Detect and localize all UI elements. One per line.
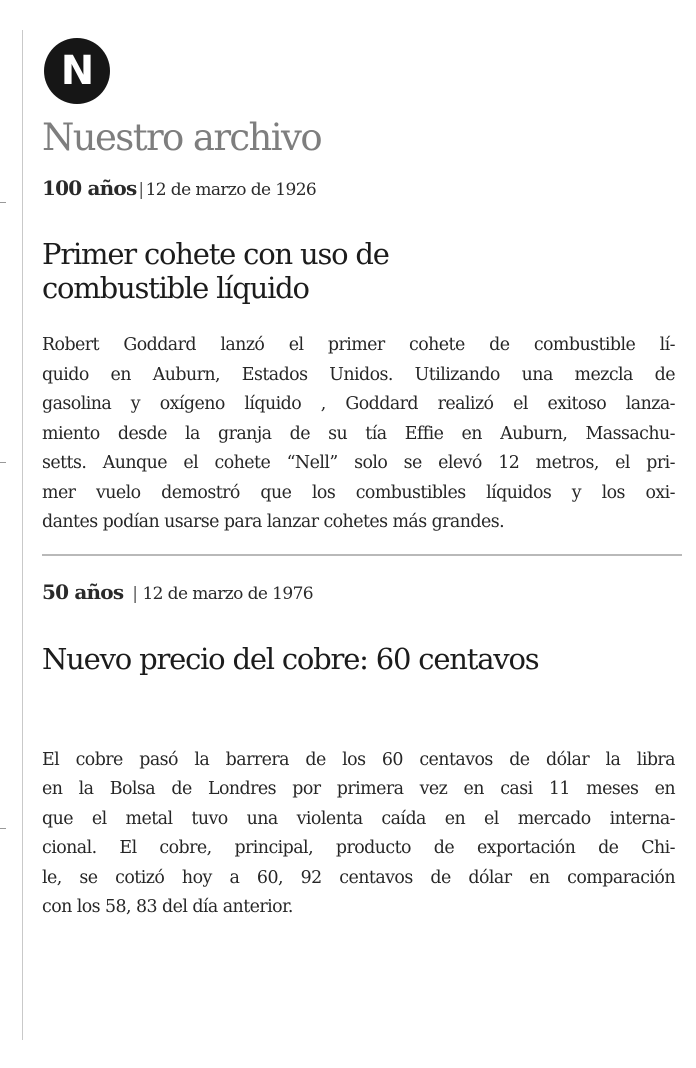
body-line: setts. Aunque el cohete “Nell” solo se elevó 12 metros, el pri-: [42, 453, 675, 473]
column-left-tick: [0, 828, 6, 829]
body-line: Robert Goddard lanzó el primer cohete de combustible lí-: [42, 335, 675, 355]
column-left-tick: [0, 462, 6, 463]
body-line: que el metal tuvo una violenta caída en el mercado interna-: [42, 808, 675, 829]
headline-line: Nuevo precio del cobre: 60 centavos: [42, 641, 539, 676]
article-date: 12 de marzo de 1976: [142, 583, 314, 604]
article-100-years: [42, 176, 682, 538]
body-line: mer vuelo demostró que los combustibles líquidos y los oxi-: [42, 482, 675, 503]
logo-letter: N: [60, 48, 94, 94]
article-headline: [42, 642, 682, 676]
column-left-tick: [0, 202, 6, 203]
dateline-separator: |: [132, 583, 138, 604]
article-dateline: [42, 176, 682, 202]
article-body: [42, 331, 682, 538]
body-line: gasolina y oxígeno líquido , Goddard realizó el exitoso lanza-: [42, 394, 675, 414]
body-line: El cobre pasó la barrera de los 60 centavos de dólar la libra: [42, 749, 675, 770]
headline-line: Primer cohete con uso de: [42, 237, 389, 271]
article-years-label: 50 años: [42, 579, 124, 604]
body-line: miento desde la granja de su tía Effie en Auburn, Massachu-: [42, 423, 675, 444]
newspaper-logo: [44, 38, 110, 104]
archive-column: [42, 38, 682, 923]
section-title: Nuestro archivo: [42, 116, 321, 159]
body-line: con los 58, 83 del día anterior.: [42, 897, 293, 917]
body-line: dantes podían usarse para lanzar cohetes más grandes.: [42, 512, 505, 532]
body-line: le, se cotizó hoy a 60, 92 centavos de dólar en comparación: [42, 867, 675, 888]
headline-line: combustible líquido: [42, 271, 309, 305]
dateline-separator: |: [138, 180, 144, 200]
body-line: cional. El cobre, principal, producto de exportación de Chi-: [42, 838, 675, 858]
article-50-years: [42, 580, 682, 923]
article-dateline: [42, 580, 682, 606]
body-line: en la Bolsa de Londres por primera vez en casi 11 meses en: [42, 779, 675, 799]
column-left-rule: [22, 30, 23, 1040]
body-line: quido en Auburn, Estados Unidos. Utilizando una mezcla de: [42, 364, 675, 385]
article-divider: [42, 554, 682, 556]
article-date: 12 de marzo de 1926: [145, 180, 317, 200]
article-years-label: 100 años: [42, 176, 137, 200]
article-body: [42, 746, 682, 923]
article-headline: [42, 237, 682, 305]
